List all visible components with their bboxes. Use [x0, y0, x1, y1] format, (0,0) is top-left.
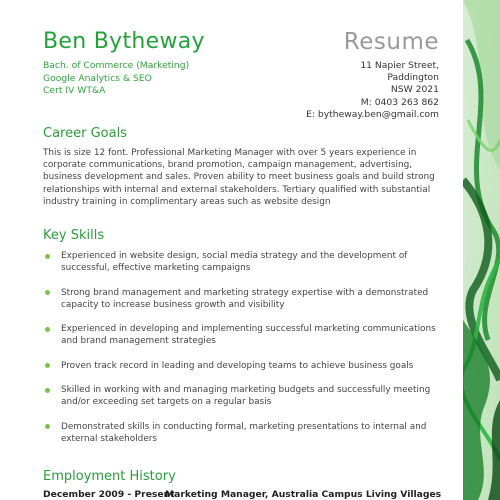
key-skills-heading: Key Skills: [43, 228, 105, 243]
key-skills-list: [43, 250, 443, 457]
bullet-icon: [45, 424, 50, 429]
skill-text: Experienced in website design, social media strategy and the development of successful, effective marketing campaigns: [61, 251, 408, 274]
bullet-icon: [45, 290, 50, 295]
employment-history-heading: Employment History: [43, 469, 176, 484]
skill-text: Strong brand management and marketing strategy expertise with a demonstrated capacity to increase business growth and visibility: [61, 287, 429, 310]
skill-item: [43, 323, 443, 347]
skill-item: [43, 360, 443, 372]
contact-block: [306, 60, 439, 121]
bullet-icon: [45, 363, 50, 368]
candidate-name: Ben Bytheway: [43, 29, 205, 54]
decorative-green-swirl: [463, 0, 500, 500]
skill-item: [43, 287, 443, 311]
bullet-icon: [45, 254, 50, 259]
employment-role: Marketing Manager, Australia Campus Living Villages: [165, 489, 442, 500]
bullet-icon: [45, 327, 50, 332]
qualifications-list: [43, 60, 189, 98]
skill-text: Proven track record in leading and developing teams to achieve business goals: [61, 360, 414, 371]
qualification-item: Cert IV WT&A: [43, 85, 106, 96]
skill-text: Skilled in working with and managing marketing budgets and successfully meeting and/or exceeding set targets on a regular basis: [61, 385, 431, 408]
career-goals-text: This is size 12 font. Professional Marketing Manager with over 5 years experience in corporate communications, brand promotion, campaign management, advertising, business development and sales. Proven ability to meet business goals and build strong relationships with internal and external stakeholders. Tertiary qualified with substantial industry training in complimentary areas such as website design: [43, 148, 435, 207]
qualification-item: Bach. of Commerce (Marketing): [43, 60, 190, 71]
qualification-item: Google Analytics & SEO: [43, 72, 152, 84]
phone-number: M: 0403 263 862: [360, 96, 439, 108]
green-swirl-graphic: [463, 0, 500, 500]
employment-dates: December 2009 - Present: [43, 489, 175, 500]
address-street: 11 Napier Street,: [360, 60, 439, 71]
skill-text: Demonstrated skills in conducting formal, marketing presentations to internal and external stakeholders: [61, 421, 427, 444]
bullet-icon: [45, 388, 50, 393]
skill-text: Experienced in developing and implementing successful marketing communications and brand management strategies: [61, 324, 436, 347]
employment-entry: [43, 489, 443, 500]
skill-item: [43, 421, 443, 445]
skill-item: [43, 384, 443, 408]
email-address: E: bytheway.ben@gmail.com: [306, 108, 439, 120]
document-title: Resume: [343, 29, 439, 55]
address-suburb: Paddington: [387, 72, 439, 84]
career-goals-heading: Career Goals: [43, 126, 127, 141]
skill-item: [43, 250, 443, 274]
address-state: NSW 2021: [390, 84, 439, 96]
